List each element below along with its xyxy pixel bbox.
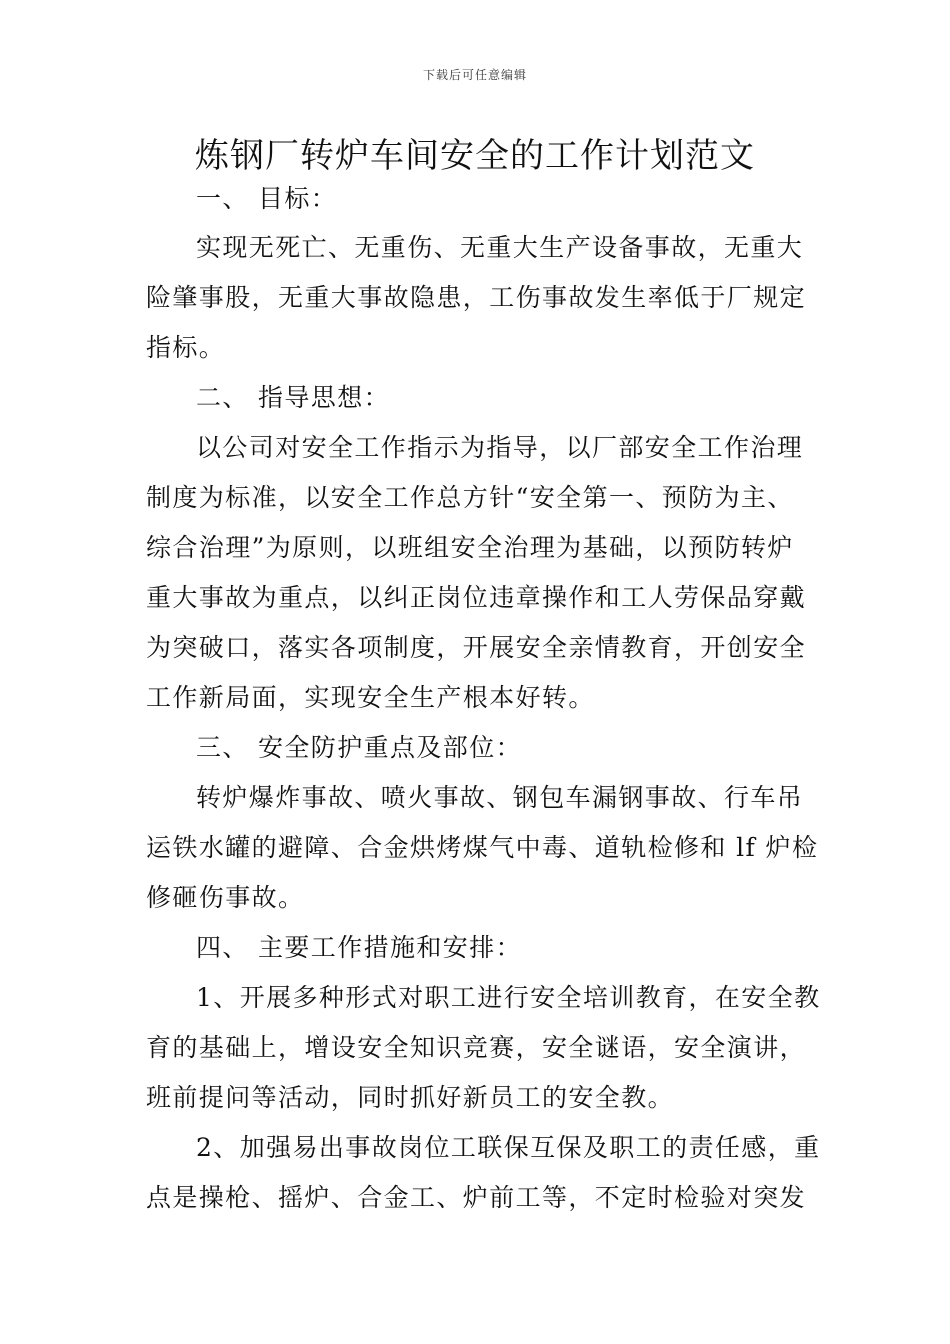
paragraph-line: 2、加强易出事故岗位工联保互保及职工的责任感，重 <box>196 1133 821 1162</box>
section-title: 主要工作措施和安排： <box>258 933 523 962</box>
paragraph-line: 1、开展多种形式对职工进行安全培训教育，在安全教 <box>196 983 821 1012</box>
paragraph-line: 转炉爆炸事故、喷火事故、钢包车漏钢事故、行车吊 <box>196 783 804 812</box>
section-title: 安全防护重点及部位： <box>258 733 523 762</box>
paragraph-line: 重大事故为重点，以纠正岗位违章操作和工人劳保品穿戴 <box>146 583 807 612</box>
paragraph-line: 制度为标准，以安全工作总方针“安全第一、预防为主、 <box>146 483 794 512</box>
section-number: 一、 <box>196 184 249 213</box>
paragraph-line: 指标。 <box>146 333 226 362</box>
paragraph-line: 点是操枪、摇炉、合金工、炉前工等，不定时检验对突发 <box>146 1183 807 1212</box>
document-title: 炼钢厂转炉车间安全的工作计划范文 <box>195 136 755 176</box>
section-heading-goals <box>196 183 856 215</box>
paragraph-line: 险肇事股，无重大事故隐患，工伤事故发生率低于厂规定 <box>146 283 807 312</box>
paragraph-line: 以公司对安全工作指示为指导，以厂部安全工作治理 <box>196 433 804 462</box>
section-title: 指导思想： <box>258 383 391 412</box>
paragraph-line: 综合治理”为原则，以班组安全治理为基础，以预防转炉 <box>146 533 794 562</box>
section-number: 三、 <box>196 733 249 762</box>
section-heading-guiding-thought <box>196 382 856 414</box>
paragraph-line: 育的基础上，增设安全知识竞赛，安全谜语，安全演讲， <box>146 1033 807 1062</box>
section-heading-safety-focus <box>196 732 856 764</box>
paragraph-line: 运铁水罐的避障、合金烘烤煤气中毒、道轨检修和 lf 炉检 <box>146 833 819 862</box>
section-number: 二、 <box>196 383 249 412</box>
paragraph-line: 工作新局面，实现安全生产根本好转。 <box>146 683 595 712</box>
header-note: 下载后可任意编辑 <box>422 68 527 82</box>
paragraph-line: 班前提问等活动，同时抓好新员工的安全教。 <box>146 1083 675 1112</box>
paragraph-line: 实现无死亡、无重伤、无重大生产设备事故，无重大 <box>196 233 804 262</box>
section-heading-main-measures <box>196 932 856 964</box>
section-number: 四、 <box>196 933 249 962</box>
paragraph-line: 为突破口，落实各项制度，开展安全亲情教育，开创安全 <box>146 633 807 662</box>
section-title: 目标： <box>258 184 338 213</box>
paragraph-line: 修砸伤事故。 <box>146 883 305 912</box>
